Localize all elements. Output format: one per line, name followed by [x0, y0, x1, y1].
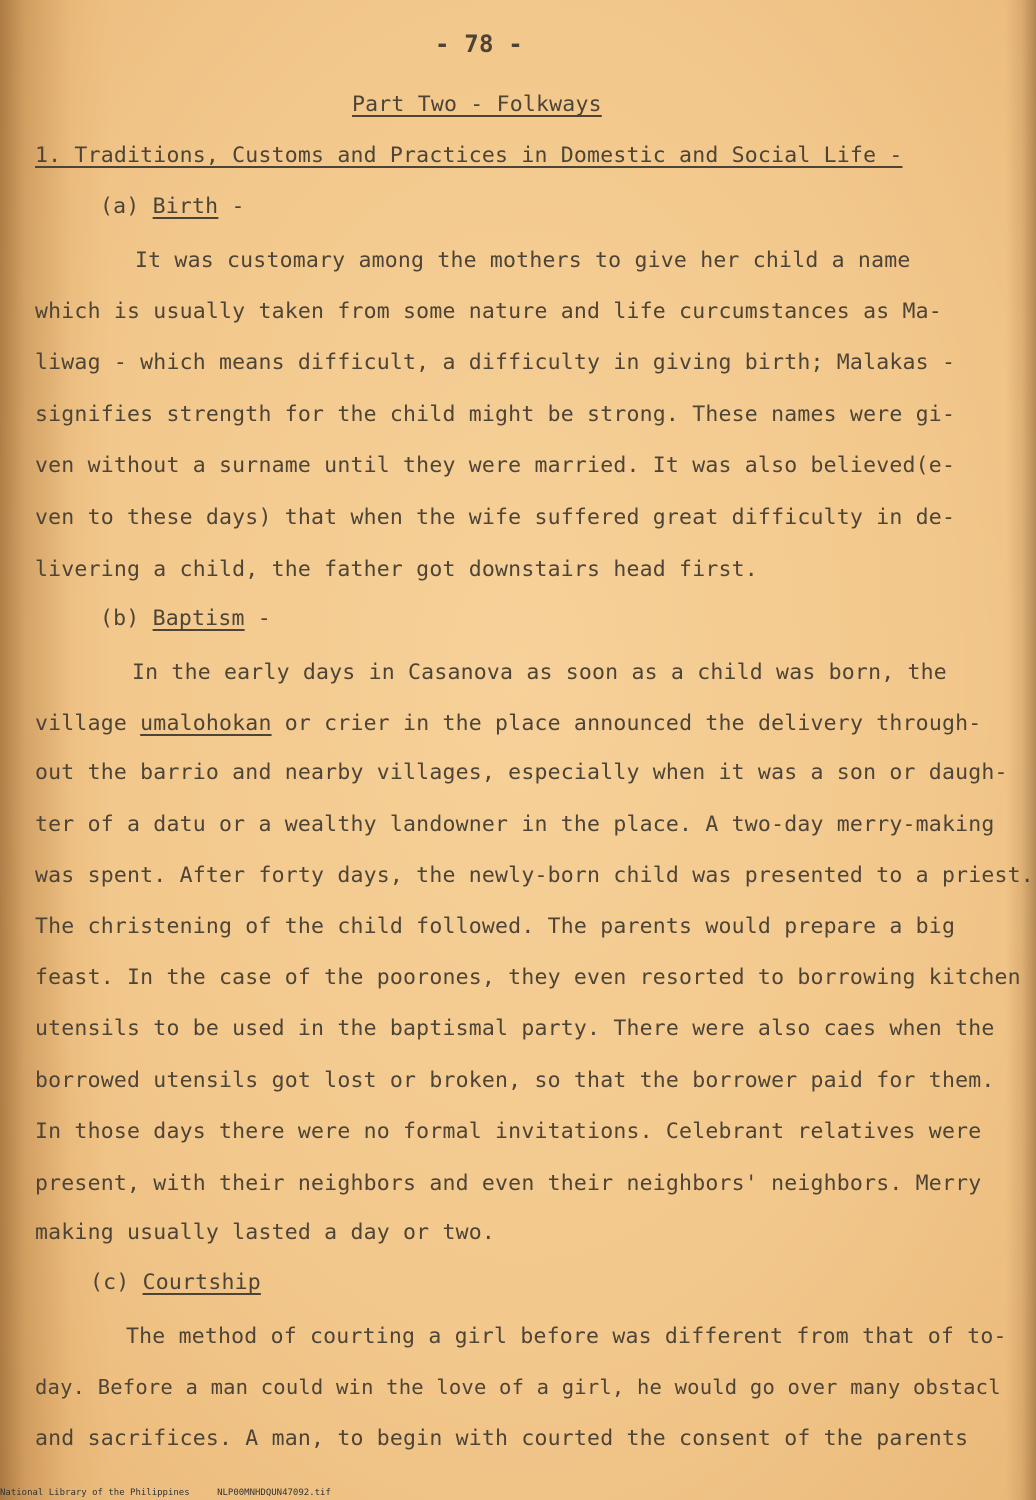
part-title: Part Two - Folkways	[352, 92, 602, 117]
baptism-line: was spent. After forty days, the newly-born child was presented to a priest.	[35, 863, 1034, 888]
birth-title: Birth	[152, 194, 219, 219]
birth-label: (a)	[100, 194, 140, 219]
courtship-line: day. Before a man could win the love of a girl, he would go over many obstacl	[35, 1375, 1001, 1399]
scan-footer	[0, 1488, 353, 1498]
birth-dash: -	[231, 194, 245, 219]
baptism-heading	[100, 606, 271, 631]
baptism-label: (b)	[100, 606, 140, 631]
footer-library: National Library of the Philippines	[0, 1488, 190, 1498]
baptism-line-umalohokan	[35, 711, 981, 736]
baptism-line: borrowed utensils got lost or broken, so that the borrower paid for them.	[35, 1068, 995, 1093]
baptism-line: present, with their neighbors and even their neighbors' neighbors. Merry	[35, 1171, 982, 1196]
baptism-line-pre: village	[35, 711, 141, 736]
courtship-line: and sacrifices. A man, to begin with courted the consent of the parents	[35, 1426, 969, 1451]
baptism-line: making usually lasted a day or two.	[35, 1220, 496, 1245]
birth-line: It was customary among the mothers to give her child a name	[135, 248, 911, 273]
birth-line: livering a child, the father got downstairs head first.	[35, 557, 758, 582]
baptism-line: ter of a datu or a wealthy landowner in the place. A two-day merry-making	[35, 812, 995, 837]
baptism-line-post: or crier in the place announced the delivery through-	[271, 711, 982, 736]
baptism-title: Baptism	[152, 606, 245, 631]
birth-line: ven to these days) that when the wife suffered great difficulty in de-	[35, 505, 956, 530]
umalohokan-term: umalohokan	[140, 711, 272, 736]
baptism-line: feast. In the case of the poorones, they even resorted to borrowing kitchen	[35, 965, 1021, 990]
birth-line: liwag - which means difficult, a difficulty in giving birth; Malakas -	[35, 350, 956, 375]
courtship-label: (c)	[90, 1270, 130, 1295]
birth-line: signifies strength for the child might be strong. These names were gi-	[35, 402, 956, 427]
section-heading: 1. Traditions, Customs and Practices in Domestic and Social Life -	[35, 143, 903, 168]
baptism-line: utensils to be used in the baptismal party. There were also caes when the	[35, 1016, 995, 1041]
baptism-dash: -	[257, 606, 271, 631]
baptism-line: In the early days in Casanova as soon as a child was born, the	[132, 660, 947, 685]
courtship-line: The method of courting a girl before was different from that of to-	[126, 1324, 1007, 1349]
courtship-title: Courtship	[142, 1270, 261, 1295]
birth-heading	[100, 194, 245, 219]
birth-line: which is usually taken from some nature and life curcumstances as Ma-	[35, 299, 942, 324]
courtship-heading	[90, 1270, 261, 1295]
footer-filename: NLP00MNHDQUN47092.tif	[217, 1488, 331, 1498]
baptism-line: In those days there were no formal invitations. Celebrant relatives were	[35, 1119, 982, 1144]
baptism-line: out the barrio and nearby villages, especially when it was a son or daugh-	[35, 760, 1008, 785]
birth-line: ven without a surname until they were married. It was also believed(e-	[35, 453, 956, 478]
page-number: - 78 -	[435, 30, 523, 58]
baptism-line: The christening of the child followed. The parents would prepare a big	[35, 914, 956, 939]
